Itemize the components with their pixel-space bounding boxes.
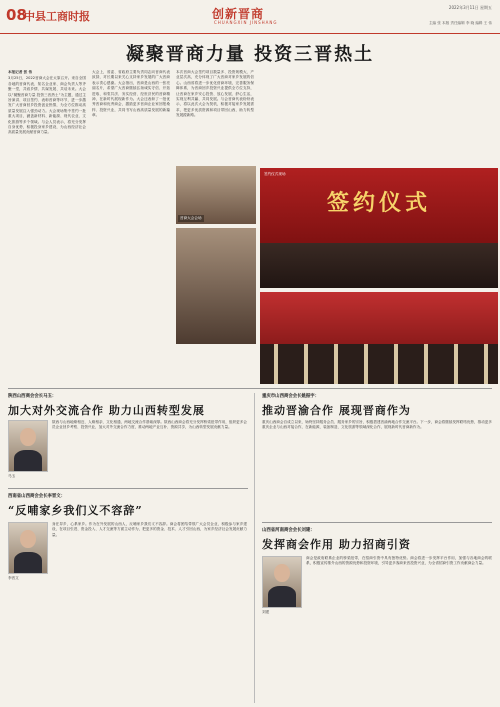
signing-banner-text: 签约仪式 [326, 190, 431, 216]
interview-a-text: 陕西与山西地缘相近、人缘相亲、文化相通，两地交流合作基础深厚。陕西山西商会将充分发挥桥梁纽带作用，组织更多会员企业回乡考察、投资兴业，加大对外交流合作力度，推动两地产业互补、资源共享，为山西转型发展贡献力量。 [52, 420, 247, 430]
audience-photo [176, 228, 256, 344]
interview-d-text: 商会是政府联系企业的桥梁纽带，在招商引资中具有独特优势。商会将进一步发挥平台作用，加强与各地商会的联系，积极宣传推介山西的资源优势和投资环境，引导更多客商来晋投资兴业，为全省招商引资工作贡献商会力量。 [306, 556, 492, 566]
section-name: 中县工商时报 [24, 10, 90, 23]
interview-c-intro: 西南省山西商会会长李晋文： [8, 494, 66, 499]
article-text-2: 大会上，省委、省政府主要负责同志向晋商代表致辞，对长期以来关心支持家乡发展的广大晋商表示衷心感谢。大会指出，晋商是山西的一张亮丽名片，希望广大晋商继续弘扬诚实守信、开拓进取、和衷共济、务实经营、经世济民的晋商精神，在新时代展现新作为。大会还表彰了一批优秀晋商和优秀商会，激励更多晋商企业家回报桑梓、投资兴业，共同书写山西高质量发展的新篇章。 [92, 70, 170, 118]
portrait-c-caption: 李晋文 [8, 576, 19, 580]
section-divider-right [262, 522, 492, 523]
masthead-title: 创新晋商 [212, 7, 265, 21]
conference-photo [176, 166, 256, 224]
masthead-subtitle: CHUANGXIN JINSHANG [214, 20, 278, 25]
interview-a-headline: 加大对外交流合作 助力山西转型发展 [8, 404, 205, 417]
section-divider [8, 388, 492, 389]
interview-b-headline: 推动晋渝合作 展现晋商作为 [262, 404, 411, 417]
interview-c-headline: “反哺家乡我们义不容辞” [8, 504, 143, 517]
issue-date: 2022年3月11日 星期五 [448, 5, 492, 10]
portrait-d [262, 556, 302, 608]
interview-b-text: 重庆山西商会自成立以来，始终坚持服务会员、服务家乡的宗旨，积极搭建晋渝两地合作交流平台。下一步，商会将继续发挥联络优势，推动更多重庆企业与山西对接合作，在新能源、装备制造、文化旅游等领域深化合作，展现新时代晋商新作为。 [262, 420, 492, 430]
article-column-3 [176, 70, 254, 162]
portrait-a [8, 420, 48, 472]
main-headline: 凝聚晋商力量 投资三晋热土 [125, 44, 375, 65]
page-number: 08 [6, 6, 27, 24]
interview-d-headline: 发挥商会作用 助力招商引资 [262, 538, 411, 551]
page-header [0, 0, 500, 34]
interview-a-intro: 陕西山西商会会长马玉： [8, 394, 57, 399]
column-divider [254, 393, 255, 703]
article-text-1: 3月25日，2022晋商大会在太原召开。来自全国各地的晋商代表、知名企业家、商会负责人等齐聚一堂，共叙乡情、共谋发展、共话未来。大会以“凝聚晋商力量 投资三晋热土”为主题，通过主旨演讲、项目签约、表彰晋商等环节，进一步激发广大晋商回乡投资创业热情，为全方位推动高质量发展注入强劲动力。大会现场集中签约一批重大项目，涵盖新材料、新能源、现代农业、文化旅游等多个领域。与会人员表示，将充分发挥自身优势，积极投身家乡建设，为山西经济社会高质量发展贡献晋商力量。 [8, 76, 86, 135]
portrait-c [8, 522, 48, 574]
photo-caption: 晋商大会会场 [180, 216, 202, 220]
portrait-d-caption: 刘建 [262, 610, 270, 614]
signing-photo-caption: 签约仪式现场 [264, 172, 286, 176]
article-text-3: 本次晋商大会签约项目数量多、投资规模大、产业层次高，充分体现了广大晋商对家乡发展的信心。山西省将进一步优化营商环境，完善服务保障体系，为晋商回乡投资兴业提供全方位支持，让晋商在家乡安心投资、放心发展、舒心生活，实现互利共赢、共同发展。与会晋商代表纷纷表示，将以此次大会为契机，积极对接家乡发展需求，把更多优质资源和项目带回山西，助力转型发展蹚新路。 [176, 70, 254, 118]
signing-ceremony-photo [260, 168, 498, 288]
editor-credits: 主编 张 本版 责任编辑 李 晓 编辑 王 伟 [428, 21, 492, 25]
article-column-2 [92, 70, 170, 345]
portrait-a-caption: 马玉 [8, 474, 16, 478]
interview-b-intro: 重庆市山西商会会长姚振宇： [262, 394, 320, 399]
interview-c-text: 身在异乡，心系家乡。作为在外发展的山西人，反哺家乡我们义不容辞。商会将团结带领广大会员企业，积极参与家乡建设，在项目引进、资金投入、人才交流等方面主动作为，把更多的资金、技术、人才引回山西，为家乡经济社会发展贡献力量。 [52, 522, 247, 537]
awards-ceremony-photo [260, 292, 498, 384]
section-divider-left [8, 488, 248, 489]
interview-d-intro: 山西省河南商会会长刘建： [262, 528, 315, 533]
article-byline: 本报记者 张 伟 [8, 70, 33, 74]
article-column-1 [8, 70, 86, 345]
